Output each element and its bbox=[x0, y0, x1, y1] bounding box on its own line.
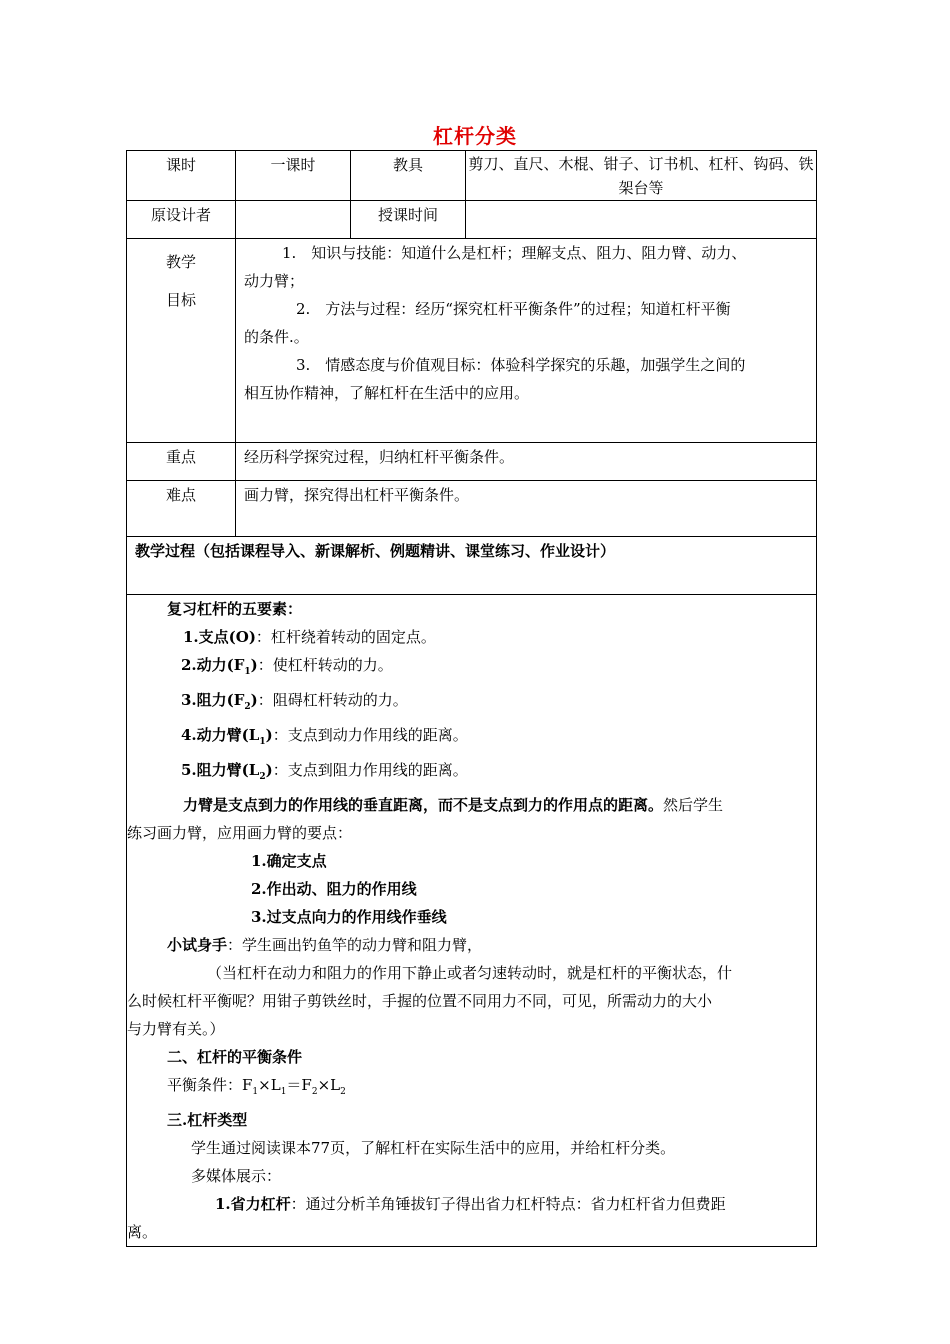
element-effort-arm-term: 4.动力臂$(L_1)$ bbox=[181, 726, 273, 747]
element-load bbox=[127, 686, 816, 721]
label-key-point: 重点 bbox=[127, 443, 236, 481]
try-yourself-text: ：学生画出钓鱼竿的动力臂和阻力臂， bbox=[227, 936, 483, 954]
label-difficult-point: 难点 bbox=[127, 481, 236, 537]
goal-2-line2: 的条件.。 bbox=[244, 328, 309, 346]
review-title: 复习杠杆的五要素： bbox=[167, 600, 303, 618]
lesson-plan-table bbox=[126, 150, 817, 1247]
element-load-arm-term: 5.阻力臂$(L_2)$ bbox=[181, 761, 273, 782]
element-effort-arm-desc: ：支点到动力作用线的距离。 bbox=[272, 726, 468, 744]
element-load-arm bbox=[127, 756, 816, 791]
step-2: 2.作出动、阻力的作用线 bbox=[251, 880, 417, 898]
arm-definition-text: 然后学生 bbox=[663, 796, 724, 814]
value-tools: 剪刀、直尺、木棍、钳子、订书机、杠杆、钩码、铁架台等 bbox=[466, 151, 817, 201]
arm-definition-bold: 力臂是支点到力的作用线的垂直距离，而不是支点到力的作用点的距离。 bbox=[183, 796, 664, 814]
process-header: 教学过程（包括课程导入、新课解析、例题精讲、课堂练习、作业设计） bbox=[127, 537, 817, 595]
row-period-tools bbox=[127, 151, 817, 201]
try-yourself-label: 小试身手 bbox=[167, 936, 228, 954]
value-period: 一课时 bbox=[236, 151, 351, 201]
row-goals bbox=[127, 239, 817, 443]
value-difficult-point: 画力臂，探究得出杠杆平衡条件。 bbox=[236, 481, 817, 537]
element-fulcrum bbox=[127, 623, 816, 651]
section-3-title: 三.杠杆类型 bbox=[167, 1111, 248, 1129]
lever-type-1-line2: 离。 bbox=[127, 1223, 158, 1241]
value-designer bbox=[236, 201, 351, 239]
row-difficult-point bbox=[127, 481, 817, 537]
element-load-term: 3.阻力$(F_2)$ bbox=[181, 691, 258, 712]
element-fulcrum-term: 1.支点(O) bbox=[183, 628, 256, 646]
reading-line: 学生通过阅读课本77页，了解杠杆在实际生活中的应用，并给杠杆分类。 bbox=[191, 1139, 676, 1157]
media-line: 多媒体展示： bbox=[191, 1167, 282, 1185]
element-effort-desc: ：使杠杆转动的力。 bbox=[257, 656, 393, 674]
balance-note-line1: （当杠杆在动力和阻力的作用下静止或者匀速转动时，就是杠杆的平衡状态，什 bbox=[207, 964, 733, 982]
goal-3-line1: 3. 情感态度与价值观目标：体验科学探究的乐趣，加强学生之间的 bbox=[296, 356, 746, 374]
element-effort-arm bbox=[127, 721, 816, 756]
process-content bbox=[127, 595, 817, 1247]
balance-condition: 平衡条件：$F_1\times L_1=F_2\times L_2$ bbox=[167, 1076, 346, 1097]
goals-content bbox=[236, 239, 817, 443]
lever-type-1-desc: ：通过分析羊角锤拔钉子得出省力杠杆特点：省力杠杆省力但费距 bbox=[290, 1195, 726, 1213]
value-key-point: 经历科学探究过程，归纳杠杆平衡条件。 bbox=[236, 443, 817, 481]
balance-note-line2: 么时候杠杆平衡呢？用钳子剪铁丝时，手握的位置不同用力不同，可见，所需动力的大小 bbox=[127, 992, 713, 1010]
label-designer: 原设计者 bbox=[127, 201, 236, 239]
section-2-title: 二、杠杆的平衡条件 bbox=[167, 1048, 303, 1066]
goal-1-line2: 动力臂； bbox=[244, 272, 305, 290]
label-goals bbox=[127, 239, 236, 443]
goal-3-line2: 相互协作精神，了解杠杆在生活中的应用。 bbox=[244, 384, 530, 402]
label-period: 课时 bbox=[127, 151, 236, 201]
lever-type-1-line1 bbox=[127, 1190, 816, 1218]
row-designer-time bbox=[127, 201, 817, 239]
row-key-point bbox=[127, 443, 817, 481]
label-time: 授课时间 bbox=[351, 201, 466, 239]
goal-2-line1: 2. 方法与过程：经历“探究杠杆平衡条件”的过程；知道杠杆平衡 bbox=[296, 300, 731, 318]
step-1: 1.确定支点 bbox=[251, 852, 327, 870]
step-3: 3.过支点向力的作用线作垂线 bbox=[251, 908, 447, 926]
document-title: 杠杆分类 bbox=[433, 124, 517, 148]
element-load-desc: ：阻碍杠杆转动的力。 bbox=[257, 691, 408, 709]
element-fulcrum-desc: ：杠杆绕着转动的固定点。 bbox=[255, 628, 436, 646]
element-effort bbox=[127, 651, 816, 686]
element-effort-term: 2.动力$(F_1)$ bbox=[181, 656, 258, 677]
arm-definition-line1 bbox=[127, 791, 816, 819]
try-yourself bbox=[127, 931, 816, 959]
value-time bbox=[466, 201, 817, 239]
element-load-arm-desc: ：支点到阻力作用线的距离。 bbox=[272, 761, 468, 779]
row-process-header bbox=[127, 537, 817, 595]
lever-type-1-term: 1.省力杠杆 bbox=[215, 1195, 291, 1213]
balance-note-line3: 与力臂有关。） bbox=[127, 1020, 225, 1038]
label-goals-line2: 目标 bbox=[165, 291, 196, 309]
row-process-content bbox=[127, 595, 817, 1247]
goal-1-line1: 1. 知识与技能：知道什么是杠杆；理解支点、阻力、阻力臂、动力、 bbox=[282, 244, 747, 262]
label-goals-line1: 教学 bbox=[165, 253, 196, 271]
arm-definition-line2: 练习画力臂，应用画力臂的要点： bbox=[127, 824, 353, 842]
label-tools: 教具 bbox=[351, 151, 466, 201]
